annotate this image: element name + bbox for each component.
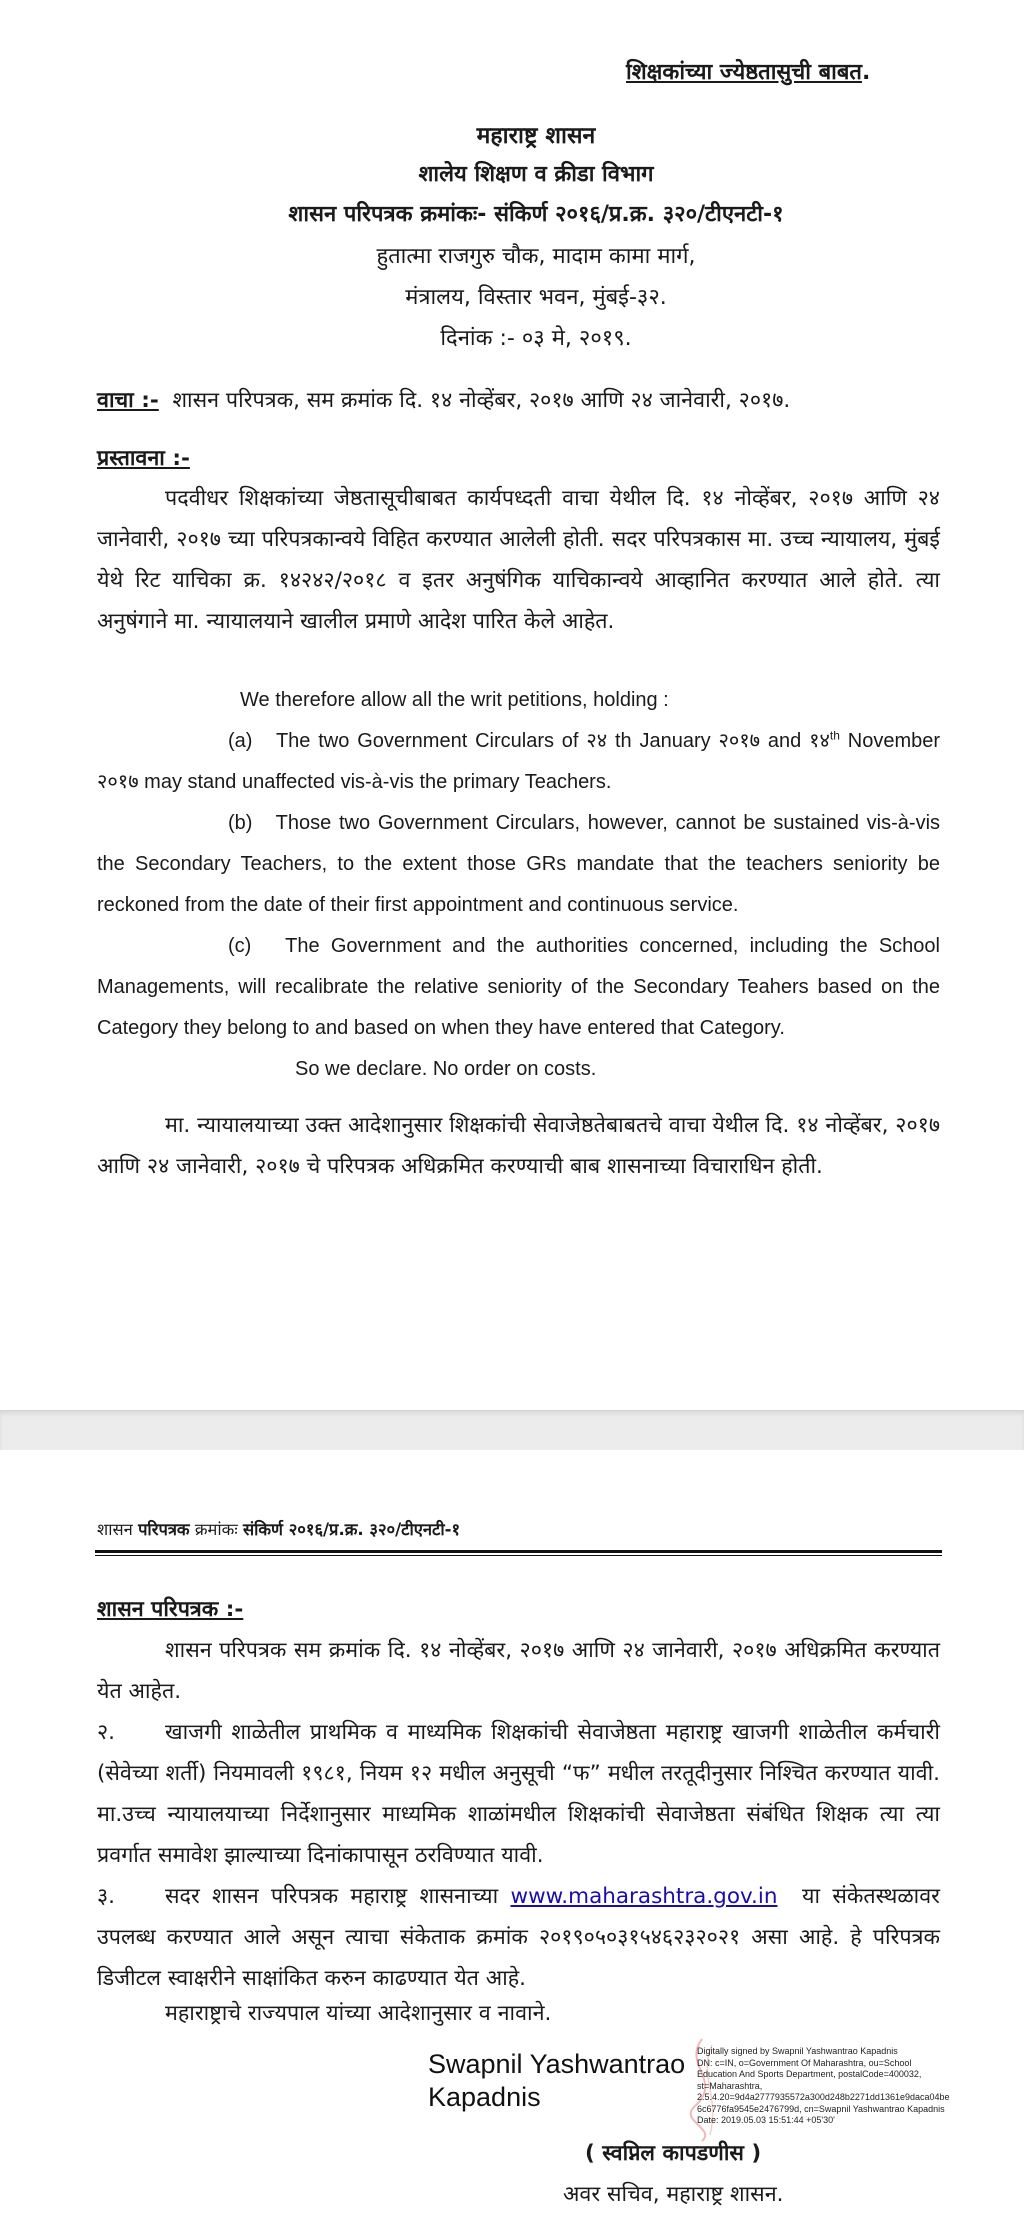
header-rule-thick bbox=[95, 1550, 942, 1553]
signatory-marathi-name: ( स्वप्निल कापडणीस ) bbox=[585, 2141, 762, 2166]
cert-line: st=Maharashtra, bbox=[697, 2080, 763, 2091]
closing-paragraph: मा. न्यायालयाच्या उक्त आदेशानुसार शिक्षकांची सेवाजेष्ठतेबाबतचे वाचा येथील दि. १४ नोव्हेंबर, २०१७ आणि २४ जानेवारी, २०१७ चे परिपत्रक अधिक्रमित करण्याची बाब शासनाच्या विचाराधिन होती. bbox=[97, 1113, 940, 1179]
clause-c-text: The Government and the authorities concerned, including the School Managements, will recalibrate the relative seniority of the Secondary Teahers based on the Category they belong to and based on when they have entered that Category. bbox=[97, 935, 940, 1039]
circular-paragraph-1: शासन परिपत्रक सम क्रमांक दि. १४ नोव्हेंबर, २०१७ आणि २४ जानेवारी, २०१७ अधिक्रमित करण्यात येत आहेत. bbox=[97, 1638, 940, 1704]
circular-heading: शासन परिपत्रक :- bbox=[97, 1597, 244, 1622]
item-2-marker: २. bbox=[97, 1720, 116, 1745]
court-order-intro: We therefore allow all the writ petitions, holding : bbox=[240, 689, 669, 711]
running-header-plain-1: शासन bbox=[97, 1520, 133, 1539]
clause-a-text-1: The two Government Circulars of २४ th January २०१७ and १४ bbox=[275, 730, 830, 752]
department-name: शालेय शिक्षण व क्रीडा विभाग bbox=[418, 162, 654, 187]
cert-line: DN: c=IN, o=Government Of Maharashtra, ou=School bbox=[697, 2057, 912, 2068]
item-3-marker: ३. bbox=[97, 1884, 116, 1909]
running-header-bold-2: संकिर्ण २०१६/प्र.क्र. ३२०/टीएनटी-१ bbox=[242, 1520, 461, 1539]
page-separator bbox=[0, 1410, 1024, 1451]
subject-text: शिक्षकांच्या ज्येष्ठतासुची बाबत bbox=[626, 60, 862, 85]
court-order-clause-a bbox=[97, 721, 940, 803]
clause-b-text: Those two Government Circulars, however, cannot be sustained vis-à-vis the Secondary Teachers, to the extent those GRs mandate that the teachers seniority be reckoned from the date of their first appointment and continuous service. bbox=[97, 812, 941, 916]
clause-b-marker: (b) bbox=[228, 812, 253, 834]
item-2-text: खाजगी शाळेतील प्राथमिक व माध्यमिक शिक्षकांची सेवाजेष्ठता महाराष्ट्र खाजगी शाळेतील कर्मचारी (सेवेच्या शर्ती) नियमावली १९८१, नियम १२ मधील अनुसूची “फ” मधील तरतूदीनुसार निश्चित करण्यात यावी. मा.उच्च न्यायालयाच्या निर्देशानुसार माध्यमिक शाळांमधील शिक्षकांची सेवाजेष्ठता संबंधित शिक्षक त्या त्या प्रवर्गात समावेश झाल्याच्या दिनांकापासून ठरविण्यात यावी. bbox=[97, 1720, 941, 1868]
digital-signature-certificate bbox=[697, 2046, 959, 2127]
running-header bbox=[97, 1517, 460, 1540]
court-order-clause-c bbox=[97, 926, 940, 1049]
cert-line: Education And Sports Department, postalCode=400032, bbox=[697, 2069, 922, 2079]
clause-a-marker: (a) bbox=[228, 730, 253, 752]
reference-text: शासन परिपत्रक, सम क्रमांक दि. १४ नोव्हेंबर, २०१७ आणि २४ जानेवारी, २०१७. bbox=[172, 388, 791, 413]
reference-line bbox=[97, 385, 977, 414]
signature-name-line-1: Swapnil Yashwantrao bbox=[428, 2049, 686, 2079]
subject-line bbox=[626, 56, 870, 86]
circular-date: दिनांक :- ०३ मे, २०१९. bbox=[440, 326, 632, 351]
document-page-2 bbox=[0, 1450, 1024, 2224]
item-3-text-1: सदर शासन परिपत्रक महाराष्ट्र शासनाच्या bbox=[165, 1884, 499, 1909]
governor-order-line: महाराष्ट्राचे राज्यपाल यांच्या आदेशानुसार व नावाने. bbox=[165, 2001, 552, 2026]
item-3-text-2: या संकेतस्थळावर उपलब्ध करण्यात आले असून त्याचा संकेताक क्रमांक २०१९०५०३१५४६२३२०२१ असा आहे. हे परिपत्रक डिजीटल स्वाक्षरीने साक्षांकित करुन काढण्यात येत आहे. bbox=[97, 1884, 940, 1991]
address-line-1: हुतात्मा राजगुरु चौक, मादाम कामा मार्ग, bbox=[376, 244, 696, 269]
subject-dot: . bbox=[861, 60, 871, 85]
cert-line: 2.5.4.20=9d4a2777935572a300d248b2271dd1361e9daca04be bbox=[697, 2092, 950, 2102]
digital-signature-name bbox=[428, 2048, 685, 2114]
clause-a-superscript: th bbox=[829, 728, 840, 743]
running-header-bold-1: परिपत्रक bbox=[138, 1520, 190, 1539]
clause-a-text-2: November २०१७ may stand unaffected vis-à-vis the primary Teachers. bbox=[97, 730, 941, 793]
reference-label: वाचा :- bbox=[97, 388, 159, 413]
signature-name-line-2: Kapadnis bbox=[428, 2082, 541, 2112]
signatory-designation: अवर सचिव, महाराष्ट्र शासन. bbox=[563, 2182, 784, 2207]
circular-item-3 bbox=[97, 1876, 940, 1999]
cert-line: Date: 2019.05.03 15:51:44 +05'30' bbox=[697, 2115, 835, 2125]
clause-c-marker: (c) bbox=[228, 935, 252, 957]
preamble-heading: प्रस्तावना :- bbox=[97, 446, 190, 471]
court-order-declaration: So we declare. No order on costs. bbox=[295, 1058, 597, 1080]
running-header-plain-2: क्रमांकः bbox=[194, 1520, 238, 1539]
preamble-paragraph: पदवीधर शिक्षकांच्या जेष्ठतासूचीबाबत कार्यपध्दती वाचा येथील दि. १४ नोव्हेंबर, २०१७ आणि २४ जानेवारी, २०१७ च्या परिपत्रकान्वये विहित करण्यात आलेली होती. सदर परिपत्रकास मा. उच्च न्यायालय, मुंबई येथे रिट याचिका क्र. १४२४२/२०१८ व इतर अनुषंगिक याचिकान्वये आव्हानित करण्यात आले होते. त्या अनुषंगाने मा. न्यायालयाने खालील प्रमाणे आदेश पारित केले आहेत. bbox=[97, 486, 940, 634]
circular-number: शासन परिपत्रक क्रमांकः- संकिर्ण २०१६/प्र.क्र. ३२०/टीएनटी-१ bbox=[288, 202, 784, 227]
circular-item-2 bbox=[97, 1712, 940, 1876]
address-line-2: मंत्रालय, विस्तार भवन, मुंबई-३२. bbox=[405, 285, 667, 310]
maharashtra-gov-link[interactable]: www.maharashtra.gov.in bbox=[510, 1884, 778, 1909]
cert-line: Digitally signed by Swapnil Yashwantrao Kapadnis bbox=[697, 2046, 898, 2056]
court-order-clause-b bbox=[97, 803, 940, 926]
issuer-title: महाराष्ट्र शासन bbox=[476, 123, 596, 149]
cert-line: 6c6776fa9545e2476799d, cn=Swapnil Yashwantrao Kapadnis bbox=[697, 2103, 945, 2114]
header-rule-thin bbox=[95, 1555, 942, 1556]
